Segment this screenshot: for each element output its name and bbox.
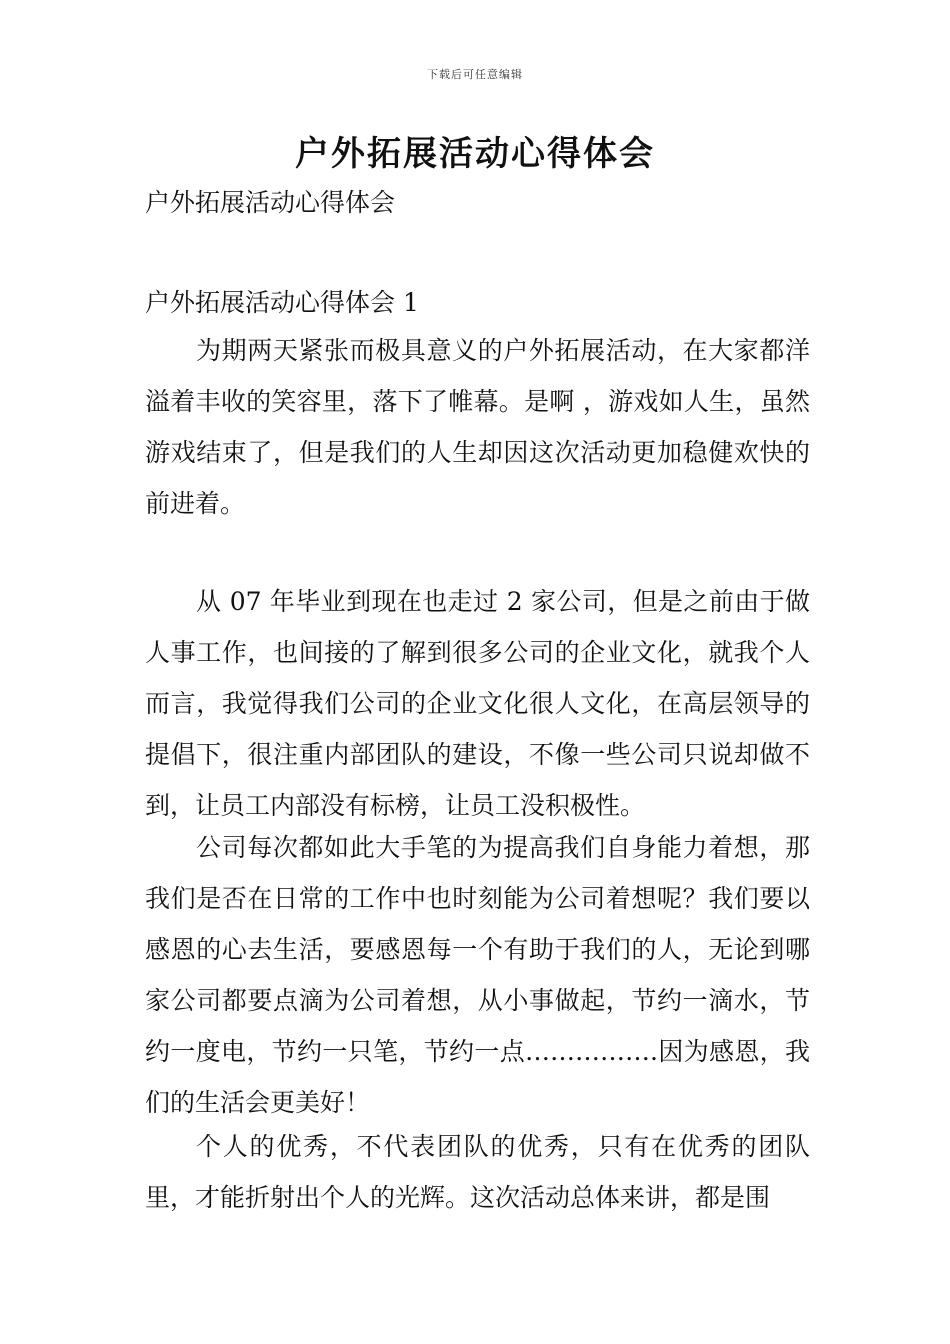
page-title: 户外拓展活动心得体会 <box>295 134 655 174</box>
body-paragraph: 公司每次都如此大手笔的为提高我们自身能力着想，那我们是否在日常的工作中也时刻能为公司着想呢？我们要以感恩的心去生活，要感恩每一个有助于我们的人，无论到哪家公司都要点滴为公司着想，从小事做起，节约一滴水，节约一度电，节约一只笔，节约一点…………….因为感恩，我们的生活会更美好！ <box>145 833 810 1117</box>
body-paragraph: 个人的优秀，不代表团队的优秀，只有在优秀的团队里，才能折射出个人的光辉。这次活动总体来讲，都是围 <box>145 1132 810 1212</box>
document-subtitle: 户外拓展活动心得体会 <box>145 188 396 217</box>
section-heading: 户外拓展活动心得体会 1 <box>145 288 419 317</box>
body-paragraph: 为期两天紧张而极具意义的户外拓展活动，在大家都洋溢着丰收的笑容里，落下了帷幕。是啊 ，游戏如人生，虽然游戏结束了，但是我们的人生却因这次活动更加稳健欢快的前进着。 <box>145 336 810 518</box>
header-note: 下载后可任意编辑 <box>427 68 523 81</box>
body-paragraph: 从 07 年毕业到现在也走过 2 家公司，但是之前由于做人事工作，也间接的了解到很多公司的企业文化，就我个人而言，我觉得我们公司的企业文化很人文化，在高层领导的提倡下，很注重内部团队的建设，不像一些公司只说却做不到，让员工内部没有标榜，让员工没积极性。 <box>145 587 810 820</box>
